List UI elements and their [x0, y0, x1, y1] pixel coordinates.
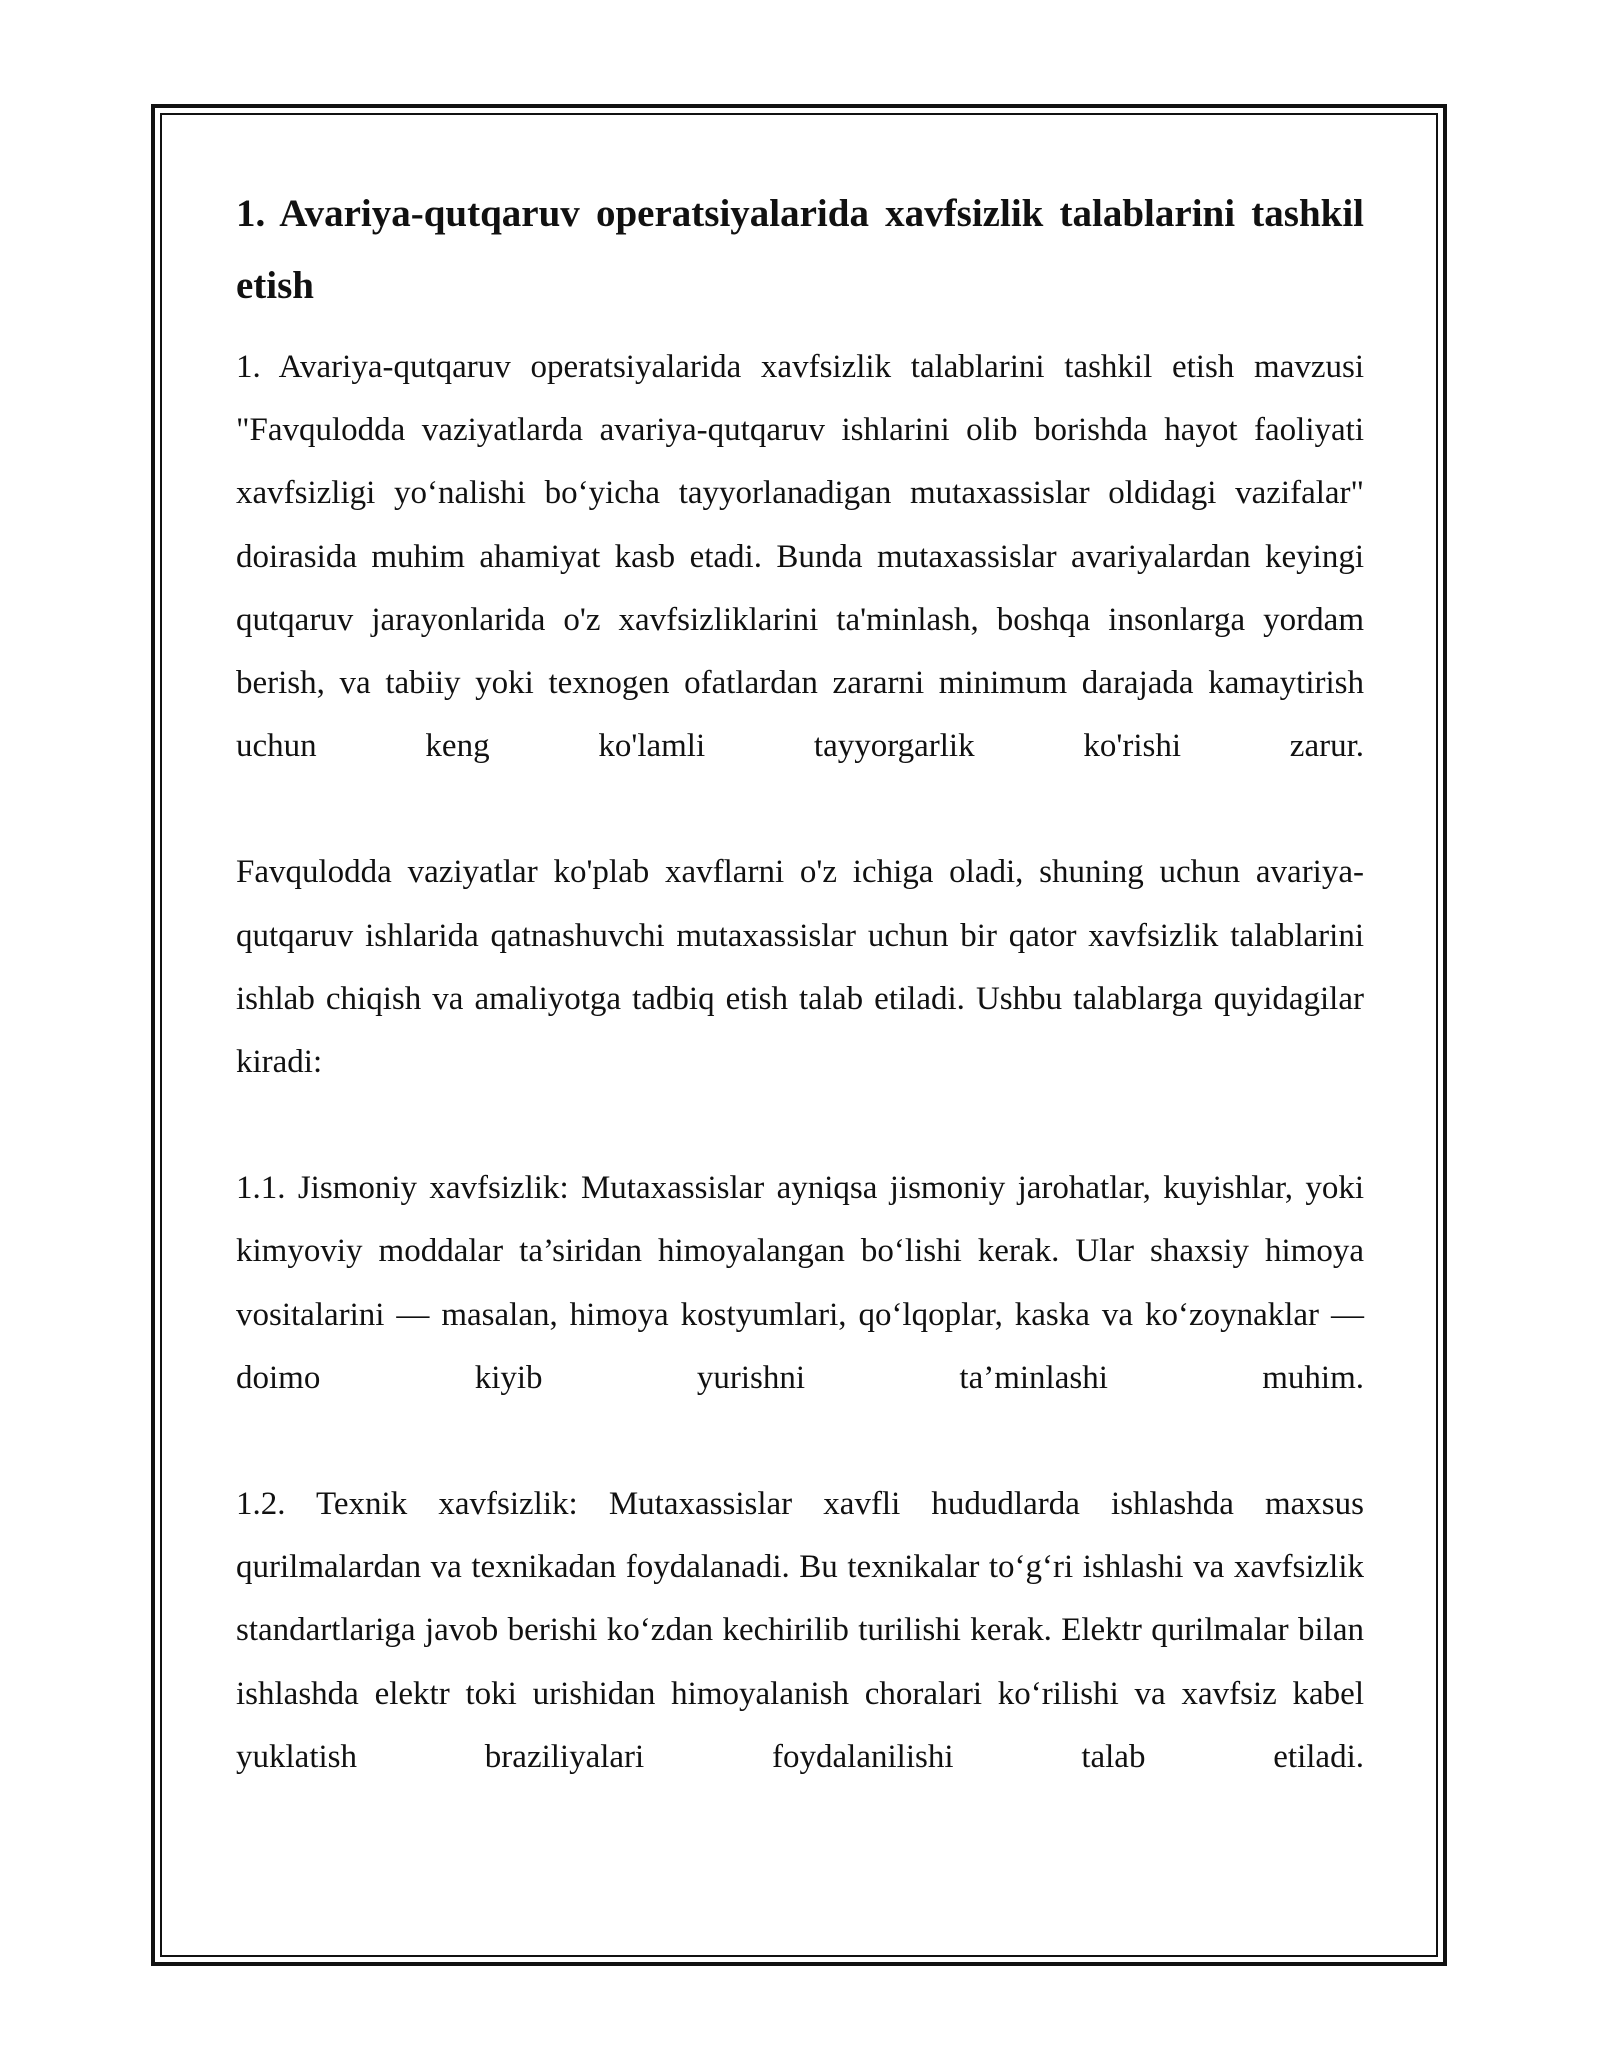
paragraph-technical-safety: 1.2. Texnik xavfsizlik: Mutaxassislar xavfli hududlarda ishlashda maxsus qurilmalardan va texnikadan foydalanadi. Bu texnikalar to‘g‘ri ishlashi va xavfsizlik standartlariga javob berishi ko‘zdan kechirilib turilishi kerak. Elektr qurilmalar bilan ishlashda elektr toki urishidan himoyalanish choralari ko‘rilishi va xavfsiz kabel yuklatish braziliyalari foydalanilishi talab etiladi.	[236, 1486, 1364, 1775]
section-heading: 1. Avariya-qutqaruv operatsiyalarida xavfsizlik talablarini tashkil etish	[236, 192, 1364, 307]
paragraph-physical-safety: 1.1. Jismoniy xavfsizlik: Mutaxassislar ayniqsa jismoniy jarohatlar, kuyishlar, yoki kimyoviy moddalar ta’siridan himoyalangan bo‘lishi kerak. Ular shaxsiy himoya vositalarini — masalan, himoya kostyumlari, qo‘lqoplar, kaska va ko‘zoynaklar — doimo kiyib yurishni ta’minlashi muhim.	[236, 1170, 1364, 1396]
paragraph-requirements: Favqulodda vaziyatlar ko'plab xavflarni o'z ichiga oladi, shuning uchun avariya-qutqaruv ishlarida qatnashuvchi mutaxassislar uchun bir qator xavfsizlik talablarini ishlab chiqish va amaliyotga tadbiq etish talab etiladi. Ushbu talablarga quyidagilar kiradi:	[236, 854, 1364, 1081]
paragraph-intro: 1. Avariya-qutqaruv operatsiyalarida xavfsizlik talablarini tashkil etish mavzusi "Favqulodda vaziyatlarda avariya-qutqaruv ishlarini olib borishda hayot faoliyati xavfsizligi yo‘nalishi bo‘yicha tayyorlanadigan mutaxassislar oldidagi vazifalar" doirasida muhim ahamiyat kasb etadi. Bunda mutaxassislar avariyalardan keyingi qutqaruv jarayonlarida o'z xavfsizliklarini ta'minlash, boshqa insonlarga yordam berish, va tabiiy yoki texnogen ofatlardan zararni minimum darajada kamaytirish uchun keng ko'lamli tayyorgarlik ko'rishi zarur.	[236, 349, 1364, 765]
document-body	[236, 178, 1364, 1789]
